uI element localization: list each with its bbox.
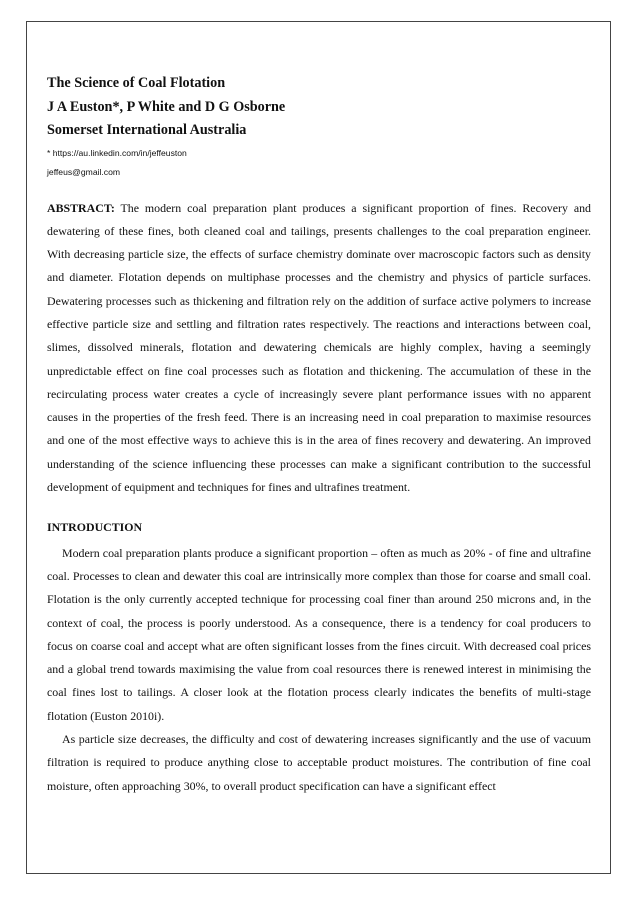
introduction-paragraph-2: As particle size decreases, the difficulty and cost of dewatering increases significantly and the use of vacuum filtration is required to produce anything close to acceptable product moistures. The contribution of fine coal moisture, often approaching 30%, to overall product specification can have a significant effect: [47, 732, 591, 793]
paper-affiliation: Somerset International Australia: [47, 122, 247, 138]
abstract-label: ABSTRACT:: [47, 200, 115, 215]
abstract-paragraph: [47, 197, 591, 500]
author-linkedin-link[interactable]: * https://au.linkedin.com/in/jeffeuston: [47, 147, 187, 158]
abstract-text: The modern coal preparation plant produces a significant proportion of fines. Recovery and dewatering of these fines, both cleaned coal and tailings, presents challenges to the coal preparation engineer. With decreasing particle size, the effects of surface chemistry dominate over macroscopic factors such as density and diameter. Flotation depends on multiphase processes and the chemistry and physics of particle surfaces. Dewatering processes such as thickening and filtration rely on the addition of surface active polymers to increase effective particle size and settling and filtration rates respectively. The reactions and interactions between coal, slimes, dissolved minerals, flotation and dewatering chemicals are highly complex, having a seemingly unpredictable effect on fine coal processes such as flotation and thickening. The accumulation of these in the recirculating process water creates a cycle of increasingly severe plant performance issues with no apparent causes in the properties of the fresh feed. There is an increasing need in coal preparation to maximise resources and one of the most effective ways to achieve this is in the area of fines recovery and dewatering. An improved understanding of the science influencing these processes can make a significant contribution to the successful development of equipment and techniques for fines and ultrafines treatment.: [47, 200, 591, 495]
introduction-heading: INTRODUCTION: [47, 520, 143, 535]
paper-authors: J A Euston*, P White and D G Osborne: [47, 98, 286, 115]
paper-title: The Science of Coal Flotation: [47, 75, 226, 91]
paper-page: [47, 72, 591, 798]
author-email[interactable]: jeffeus@gmail.com: [47, 166, 121, 177]
introduction-paragraph-1: Modern coal preparation plants produce a significant proportion – often as much as 20% - of fine and ultrafine coal. Processes to clean and dewater this coal are intrinsically more complex than those for coarse and small coal. Flotation is the only currently accepted technique for processing coal finer than around 250 microns and, in the context of coal, the process is poorly understood. As a consequence, there is a tendency for coal producers to focus on coarse coal and accept what are often significant losses from the fines circuit. With decreased coal prices and a global trend towards maximising the value from coal resources there is renewed interest in minimising the coal fines lost to tailings. A closer look at the flotation process clearly indicates the benefits of multi-stage flotation (Euston 2010i).: [47, 545, 591, 723]
